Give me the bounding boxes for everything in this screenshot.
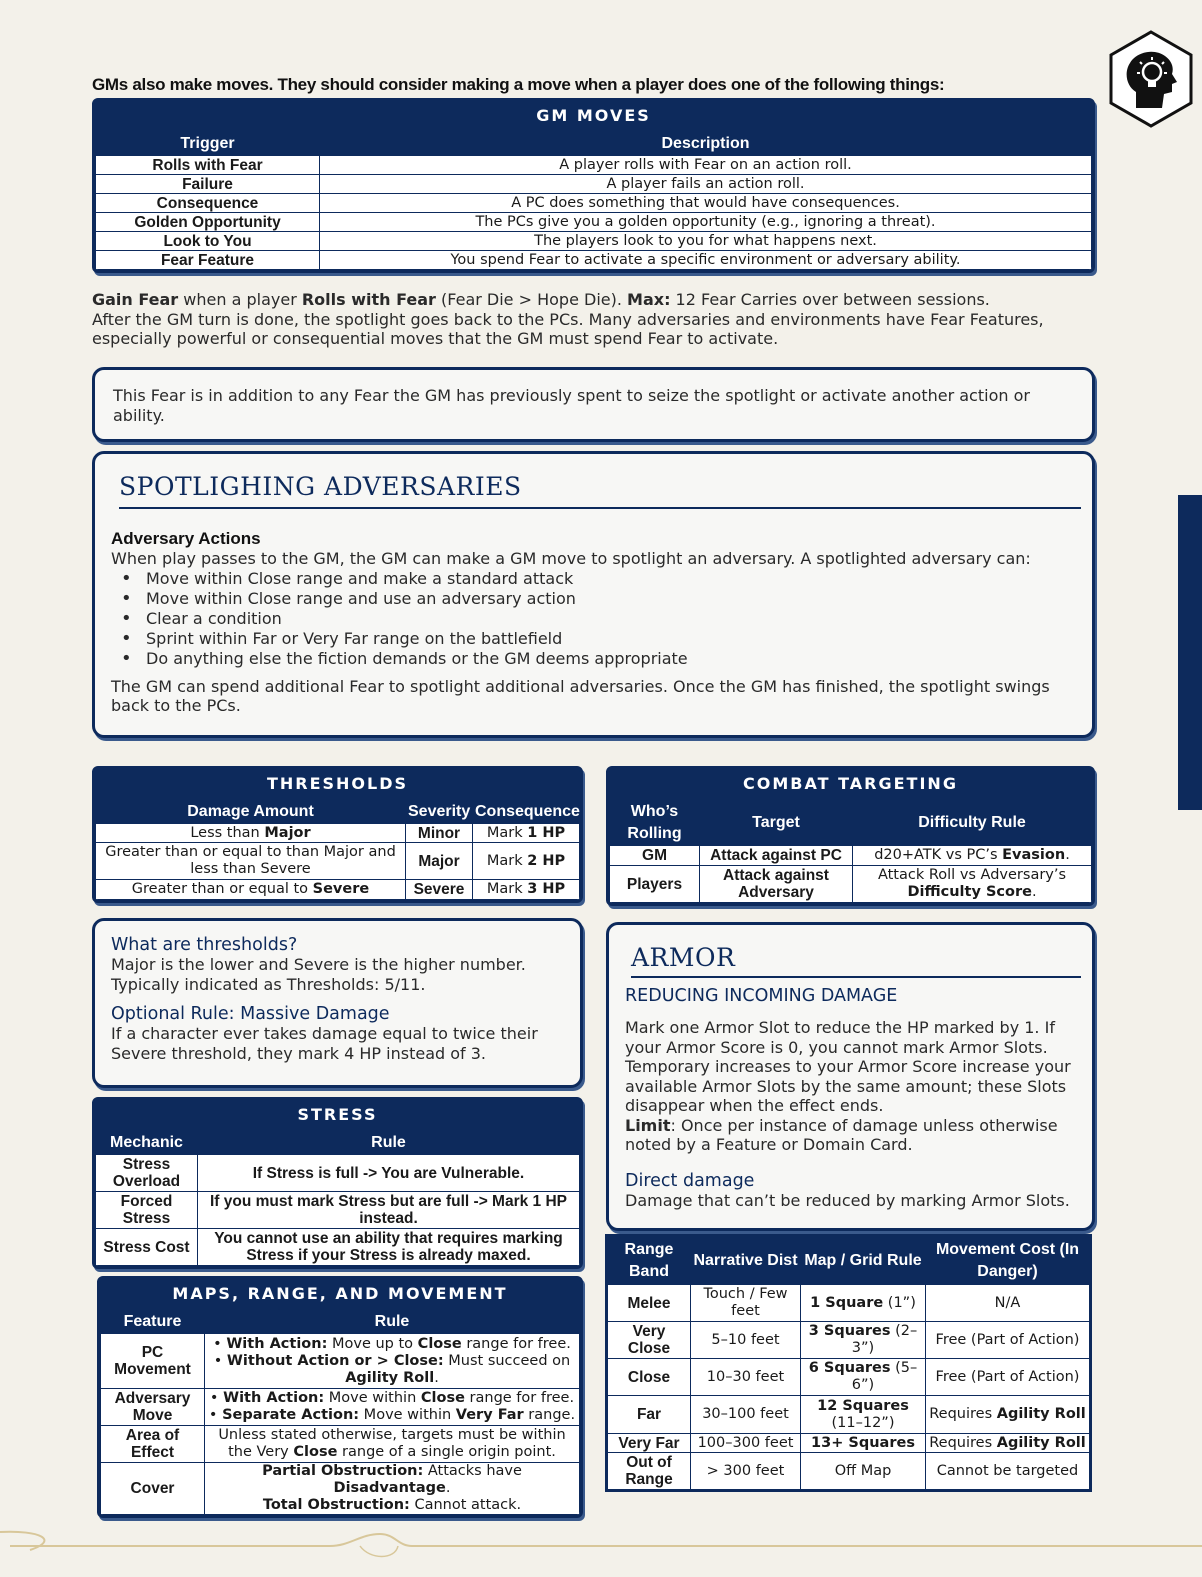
title-rule [119, 507, 1081, 509]
bold-span: 13+ Squares [811, 1434, 915, 1451]
table-row [608, 1359, 1090, 1396]
band-cell: Out of Range [608, 1453, 691, 1490]
who-cell: GM [610, 846, 700, 866]
fear-note-text: This Fear is in addition to any Fear the GM has previously spent to seize the spotlight or activate another action or ability. [113, 386, 1030, 425]
rule-cell: You cannot use an ability that requires marking Stress if your Stress is already maxed. [198, 1229, 580, 1266]
table-row [610, 866, 1092, 903]
text-span: Must succeed on [443, 1352, 571, 1369]
trigger-cell: Rolls with Fear [96, 156, 320, 175]
bold-span: 3 Squares [808, 1323, 891, 1339]
text-span: (Fear Die > Hope Die). [435, 290, 628, 309]
feature-cell: Area of Effect [101, 1426, 205, 1463]
band-cell: Very Far [608, 1434, 691, 1453]
trigger-cell: Look to You [96, 232, 320, 251]
mechanic-cell: Stress Overload [96, 1155, 198, 1192]
grid-cell [801, 1396, 926, 1434]
rule-cell [853, 866, 1092, 903]
list-item: • Sprint within Far or Very Far range on the battlefield [111, 629, 1076, 649]
mechanic-cell: Stress Cost [96, 1229, 198, 1266]
text-span: . [434, 1369, 439, 1386]
maps-range-table [97, 1276, 583, 1518]
text-span: Off Map [834, 1462, 892, 1479]
trigger-cell: Golden Opportunity [96, 213, 320, 232]
text-span: when a player [178, 290, 302, 309]
table-row [101, 1334, 580, 1389]
bold-span: 2 HP [527, 852, 566, 869]
col-trigger: Trigger [96, 132, 320, 156]
text-span: Cannot be targeted [936, 1462, 1079, 1479]
table-row [608, 1322, 1090, 1359]
list-item: • Clear a condition [111, 609, 1076, 629]
description-cell: You spend Fear to activate a specific environment or adversary ability. [320, 251, 1092, 270]
list-item: • Do anything else the fiction demands or the GM deems appropriate [111, 649, 1076, 669]
text-span: . [445, 1480, 451, 1496]
damage-cell [96, 824, 406, 843]
rolls-with-fear-label: Rolls with Fear [301, 290, 436, 309]
cost-cell [926, 1434, 1090, 1453]
table-row [101, 1426, 580, 1463]
chapter-edge-tab [1178, 495, 1202, 810]
text-span: range. [523, 1407, 576, 1423]
feature-cell: Cover [101, 1463, 205, 1515]
gm-moves-title: GM MOVES [536, 106, 651, 125]
consequence-cell [473, 880, 580, 900]
text-span: d20+ATK vs PC’s [874, 847, 1003, 863]
bold-span: Very Far [455, 1407, 524, 1423]
text-span: Free (Part of Action) [935, 1368, 1080, 1385]
bold-span: Agility Roll [996, 1406, 1086, 1422]
bold-span: Close [293, 1444, 338, 1460]
adversary-actions-heading: Adversary Actions [111, 529, 261, 548]
text-span: (1”) [883, 1294, 916, 1311]
damage-cell [96, 880, 406, 900]
armor-paragraph: Mark one Armor Slot to reduce the HP marked by 1. If your Armor Score is 0, you cannot mark Armor Slots. Temporary increases to your Armor Score increase your available Armor Slots by the same amount; these Slots disappear when the effect ends. [625, 1018, 1071, 1115]
table-row [608, 1453, 1090, 1490]
spotlight-closing: The GM can spend additional Fear to spotlight additional adversaries. Once the GM has finished, the spotlight swings back to the PCs. [111, 676, 1050, 715]
dist-cell: Touch / Few feet [691, 1285, 801, 1322]
band-cell: Far [608, 1396, 691, 1434]
bold-span: 6 Squares [808, 1360, 891, 1376]
col-movement-cost: Movement Cost (In Danger) [926, 1237, 1090, 1285]
table-row [101, 1389, 580, 1426]
bold-span: 12 Squares [817, 1397, 909, 1414]
bold-span: 3 HP [527, 881, 566, 897]
col-difficulty-rule: Difficulty Rule [853, 800, 1092, 846]
bold-span: With Action: [223, 1390, 325, 1406]
spotlight-return-text: After the GM turn is done, the spotlight goes back to the PCs. Many adversaries and environments have Fear Features, especially powerful or consequential moves that the GM must spend Fear to activate. [92, 309, 1044, 348]
table-row [96, 1155, 580, 1192]
col-narrative-dist: Narrative Dist [691, 1237, 801, 1285]
bold-span: With Action: [226, 1335, 328, 1352]
band-cell: Melee [608, 1285, 691, 1322]
severity-cell: Severe [406, 880, 473, 900]
grid-cell [801, 1322, 926, 1359]
col-description: Description [320, 132, 1092, 156]
col-range-band: Range Band [608, 1237, 691, 1285]
col-severity: Severity [406, 800, 473, 824]
description-cell: The PCs give you a golden opportunity (e.g., ignoring a threat). [320, 213, 1092, 232]
trigger-cell: Failure [96, 175, 320, 194]
text-span: Mark [486, 852, 528, 869]
cost-cell [926, 1453, 1090, 1490]
col-whos-rolling: Who’s Rolling [610, 800, 700, 846]
text-span: . [1065, 847, 1070, 863]
text-span: Cannot attack. [409, 1497, 522, 1513]
bold-span: Evasion [1002, 847, 1066, 863]
text-span: . [1031, 884, 1037, 900]
limit-label: Limit [625, 1115, 671, 1135]
rule-cell [205, 1426, 580, 1463]
cost-cell [926, 1322, 1090, 1359]
cost-cell [926, 1396, 1090, 1434]
spotlight-section [92, 451, 1095, 738]
dist-cell: 10–30 feet [691, 1359, 801, 1396]
lightbulb-head-icon [1108, 30, 1194, 128]
bold-span: Severe [312, 881, 370, 897]
direct-damage-heading: Direct damage [625, 1170, 755, 1191]
text-span: Greater than or equal to [131, 881, 313, 897]
bold-span: Agility Roll [345, 1369, 435, 1386]
massive-damage-text: If a character ever takes damage equal to twice their Severe threshold, they mark 4 HP instead of 3. [111, 1024, 538, 1063]
list-item: • Move within Close range and use an adversary action [111, 589, 1076, 609]
band-cell: Close [608, 1359, 691, 1396]
who-cell: Players [610, 866, 700, 903]
text-span: Attack Roll vs Adversary’s [877, 867, 1067, 883]
description-cell: A player rolls with Fear on an action roll. [320, 156, 1092, 175]
thresholds-table [92, 766, 583, 903]
bold-span: Separate Action: [222, 1407, 360, 1423]
thresholds-title: THRESHOLDS [266, 774, 409, 793]
direct-damage-text: Damage that can’t be reduced by marking Armor Slots. [625, 1190, 1070, 1210]
table-row [608, 1285, 1090, 1322]
severity-cell: Minor [406, 824, 473, 843]
bold-span: Close [420, 1390, 465, 1406]
text-span: Requires [929, 1406, 997, 1422]
text-span: : Once per instance of damage unless otherwise noted by a Feature or Domain Card. [625, 1115, 1058, 1154]
bold-span: 1 Square [810, 1294, 884, 1311]
description-cell: The players look to you for what happens next. [320, 232, 1092, 251]
table-row [96, 824, 580, 843]
table-row [96, 1229, 580, 1266]
massive-damage-heading: Optional Rule: Massive Damage [111, 1004, 390, 1024]
table-row [608, 1396, 1090, 1434]
text-span: Less than [190, 824, 265, 841]
rule-cell: If you must mark Stress but are full -> Mark 1 HP instead. [198, 1192, 580, 1229]
text-span: range for free. [464, 1390, 575, 1406]
list-item: • Move within Close range and make a standard attack [111, 569, 1076, 589]
spotlight-lead: When play passes to the GM, the GM can make a GM move to spotlight an adversary. A spotlighted adversary can: [111, 548, 1031, 568]
rule-cell: If Stress is full -> You are Vulnerable. [198, 1155, 580, 1192]
gain-fear-paragraph [92, 290, 1092, 349]
col-rule: Rule [205, 1310, 580, 1334]
description-cell: A PC does something that would have consequences. [320, 194, 1092, 213]
stress-title: STRESS [297, 1105, 378, 1124]
text-span: range for free. [461, 1335, 571, 1352]
text-span: Move within [324, 1390, 421, 1406]
bold-span: Partial Obstruction: [262, 1463, 424, 1479]
maps-range-title: MAPS, RANGE, AND MOVEMENT [172, 1284, 508, 1303]
text-span: Mark [486, 881, 528, 897]
gm-moves-table [92, 98, 1095, 273]
gain-fear-label: Gain Fear [92, 290, 179, 309]
severity-cell: Major [406, 843, 473, 880]
mechanic-cell: Forced Stress [96, 1192, 198, 1229]
combat-targeting-title: COMBAT TARGETING [743, 774, 958, 793]
text-span: (5–6”) [851, 1360, 918, 1393]
grid-cell [801, 1285, 926, 1322]
col-feature: Feature [101, 1310, 205, 1334]
text-span: Attacks have [423, 1463, 522, 1479]
bold-span: 1 HP [527, 824, 566, 841]
col-damage-amount: Damage Amount [96, 800, 406, 824]
what-are-thresholds-callout [92, 918, 583, 1088]
text-span: Move up to [327, 1335, 418, 1352]
decorative-border [0, 1520, 1202, 1577]
bold-span: Without Action or > Close: [226, 1352, 444, 1369]
fear-note-callout [92, 367, 1095, 442]
grid-cell [801, 1453, 926, 1490]
col-mechanic: Mechanic [96, 1131, 198, 1155]
bold-span: Difficulty Score [907, 884, 1032, 900]
rule-cell [853, 846, 1092, 866]
consequence-cell [473, 843, 580, 880]
text-span: Requires [929, 1434, 997, 1451]
dist-cell: 100–300 feet [691, 1434, 801, 1453]
text-span: Greater than or equal to than Major and less than Severe [105, 844, 396, 877]
dist-cell: 30–100 feet [691, 1396, 801, 1434]
gm-moves-intro: GMs also make moves. They should consider making a move when a player does one of the following things: [92, 75, 945, 94]
limit-paragraph [625, 1116, 1076, 1155]
text-span: Unless stated otherwise, targets must be within the Very [218, 1427, 566, 1460]
title-rule [631, 976, 1081, 978]
consequence-cell [473, 824, 580, 843]
table-row [96, 880, 580, 900]
text-span: (2–3”) [851, 1323, 918, 1356]
text-span: Mark [486, 824, 528, 841]
thresholds-explanation: Major is the lower and Severe is the higher number. Typically indicated as Thresholds: 5/11. [111, 955, 526, 994]
text-span: Move within [359, 1407, 456, 1423]
table-row [101, 1463, 580, 1515]
bold-span: Agility Roll [996, 1434, 1086, 1451]
table-row [96, 1192, 580, 1229]
bold-span: Major [264, 824, 311, 841]
target-cell: Attack against Adversary [700, 866, 853, 903]
col-rule: Rule [198, 1131, 580, 1155]
spotlight-title: SPOTLIGHING ADVERSARIES [119, 472, 522, 501]
col-grid-rule: Map / Grid Rule [801, 1237, 926, 1285]
table-row [96, 843, 580, 880]
table-row [608, 1434, 1090, 1453]
grid-cell [801, 1434, 926, 1453]
rule-cell [205, 1463, 580, 1515]
text-span: 12 Fear Carries over between sessions. [670, 290, 990, 309]
armor-section [606, 922, 1095, 1231]
rule-cell: • With Action: Move up to Close range for free. • Without Action or > Close: Must succeed on Agility Roll. [205, 1334, 580, 1389]
cost-cell [926, 1359, 1090, 1396]
text-span: N/A [994, 1294, 1021, 1311]
bold-span: Disadvantage [333, 1480, 446, 1496]
damage-cell [96, 843, 406, 880]
col-target: Target [700, 800, 853, 846]
dist-cell: 5–10 feet [691, 1322, 801, 1359]
bold-span: Total Obstruction: [262, 1497, 410, 1513]
dist-cell: > 300 feet [691, 1453, 801, 1490]
grid-cell [801, 1359, 926, 1396]
stress-table [92, 1097, 583, 1269]
text-span: Free (Part of Action) [935, 1331, 1080, 1348]
feature-cell: Adversary Move [101, 1389, 205, 1426]
reducing-damage-heading: REDUCING INCOMING DAMAGE [625, 986, 898, 1006]
band-cell: Very Close [608, 1322, 691, 1359]
what-are-thresholds-heading: What are thresholds? [111, 935, 298, 955]
description-cell: A player fails an action roll. [320, 175, 1092, 194]
max-label: Max: [627, 290, 671, 309]
trigger-cell: Fear Feature [96, 251, 320, 270]
armor-title: ARMOR [631, 943, 736, 972]
combat-targeting-table [606, 766, 1095, 906]
cost-cell [926, 1285, 1090, 1322]
bold-span: Close [417, 1335, 462, 1352]
target-cell: Attack against PC [700, 846, 853, 866]
rule-cell: • With Action: Move within Close range for free. • Separate Action: Move within Very Far range. [205, 1389, 580, 1426]
feature-cell: PC Movement [101, 1334, 205, 1389]
adversary-action-list [111, 569, 1076, 669]
text-span: (11–12”) [831, 1414, 895, 1431]
text-span: range of a single origin point. [337, 1444, 556, 1460]
range-band-table [605, 1234, 1092, 1492]
trigger-cell: Consequence [96, 194, 320, 213]
col-consequence: Consequence [473, 800, 580, 824]
table-row [610, 846, 1092, 866]
